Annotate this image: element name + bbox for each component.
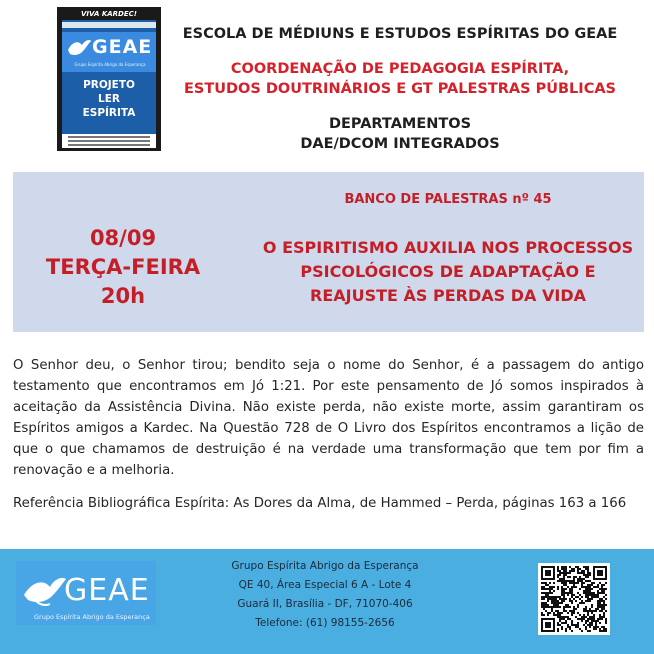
footer-logo xyxy=(16,561,156,625)
school-title: ESCOLA DE MÉDIUNS E ESTUDOS ESPÍRITAS DO GEAE xyxy=(182,26,618,42)
lecture-title: O ESPIRITISMO AUXILIA NOS PROCESSOS PSICOLÓGICOS DE ADAPTAÇÃO E REAJUSTE ÀS PERDAS DA VIDA xyxy=(262,238,634,305)
qr-code-icon[interactable] xyxy=(538,563,610,635)
lecture-datetime xyxy=(33,224,213,311)
poster-logo-text: GEAE xyxy=(92,36,153,58)
poster-cover xyxy=(62,20,156,134)
projeto-ler-espirita-poster xyxy=(57,7,161,151)
address-line: QE 40, Área Especial 6 A - Lote 4 xyxy=(238,579,412,591)
poster-logo-subtitle: Grupo Espírita Abrigo da Esperança xyxy=(74,62,146,67)
footer-address xyxy=(190,557,460,633)
dove-logo-icon xyxy=(22,571,68,611)
lecture-bank-label: BANCO DE PALESTRAS nº 45 xyxy=(344,192,552,207)
lecture-summary: O Senhor deu, o Senhor tirou; bendito seja o nome do Senhor, é a passagem do antigo testamento que encontramos em Jó 1:21. Por este pensamento de Jó somos inspirados à aceitação da Assistência Divina. Não existe perda, não existe morte, assim garantiram os Espíritos amigos a Kardec. Na Questão 728 de O Livro dos Espíritos encontramos a lição de que o que chamamos de destruição é na verdade uma transformação que tem por fim a renovação e a melhoria. xyxy=(13,358,644,478)
footer xyxy=(0,549,654,654)
phone-line: Telefone: (61) 98155-2656 xyxy=(255,617,395,629)
footer-logo-subtitle: Grupo Espírita Abrigo da Esperança xyxy=(34,613,150,621)
lecture-banner xyxy=(13,172,644,332)
dove-logo-icon xyxy=(66,36,92,62)
lecture-weekday: TERÇA-FEIRA xyxy=(45,255,201,279)
address-line: Guará II, Brasília - DF, 71070-406 xyxy=(237,598,413,610)
departments-title: DEPARTAMENTOS DAE/DCOM INTEGRADOS xyxy=(300,116,500,152)
address-line: Grupo Espírita Abrigo da Esperança xyxy=(231,560,419,572)
lecture-time: 20h xyxy=(100,284,146,308)
poster-top-text: VIVA KARDEC! xyxy=(81,10,137,18)
footer-logo-text: GEAE xyxy=(64,573,150,608)
bibliographic-reference: Referência Bibliográfica Espírita: As Dores da Alma, de Hammed – Perda, páginas 163 a 166 xyxy=(13,496,627,511)
poster-footer xyxy=(62,134,156,148)
lecture-date: 08/09 xyxy=(89,226,157,250)
poster-project-title: PROJETO LER ESPÍRITA xyxy=(82,79,136,119)
coordination-title: COORDENAÇÃO DE PEDAGOGIA ESPÍRITA, ESTUDOS DOUTRINÁRIOS E GT PALESTRAS PÚBLICAS xyxy=(184,61,616,97)
